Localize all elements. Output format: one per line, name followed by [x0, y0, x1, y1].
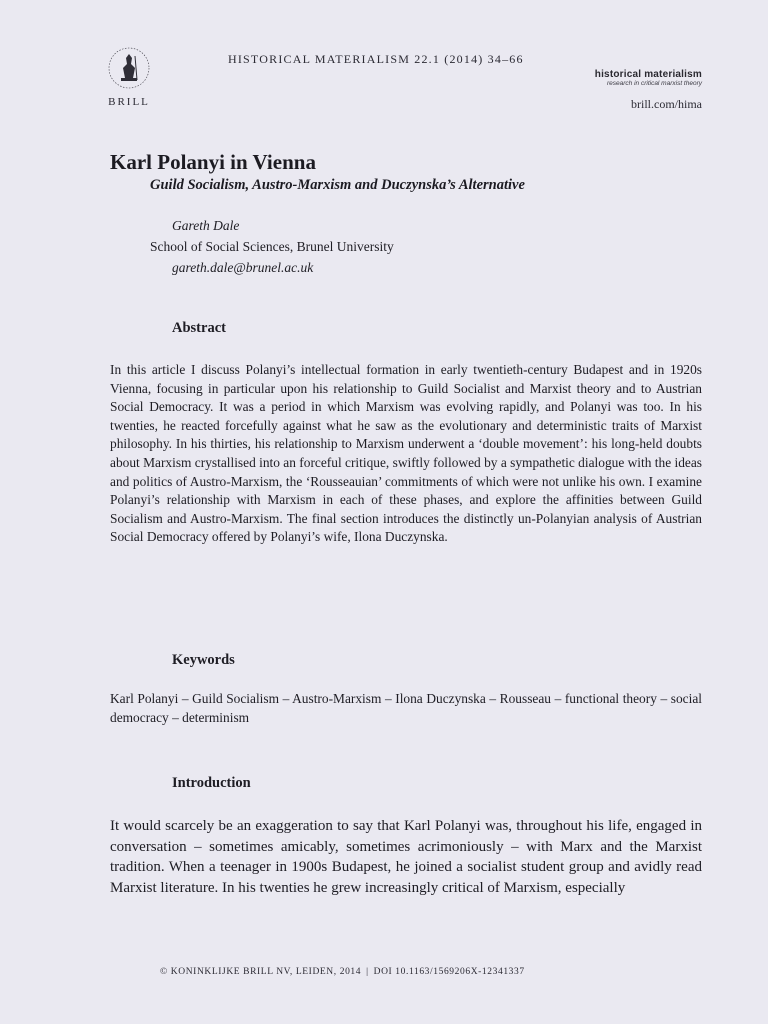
journal-url[interactable]: brill.com/hima: [631, 97, 702, 111]
author-affiliation: School of Social Sciences, Brunel University: [150, 239, 394, 254]
journal-brand-name: historical materialism: [594, 69, 702, 80]
pallas-emblem-icon: [105, 44, 153, 94]
author-email[interactable]: gareth.dale@brunel.ac.uk: [172, 260, 314, 275]
page-footer: [160, 967, 525, 977]
introduction-text: It would scarcely be an exaggeration to say that Karl Polanyi was, throughout his life, engaged in conversation – sometimes amicably, sometimes acrimoniously – with Marx and the Marxist tradition. When a teenager in 1900s Budapest, he joined a socialist student group and avidly read Marxist literature. In his twenties he grew increasingly critical of Marxism, especially: [110, 818, 702, 896]
introduction-heading: Introduction: [172, 775, 251, 791]
journal-brand: [595, 69, 702, 112]
journal-citation: HISTORICAL MATERIALISM 22.1 (2014) 34–66: [228, 52, 524, 66]
keywords-text: Karl Polanyi – Guild Socialism – Austro-Marxism – Ilona Duczynska – Rousseau – functional theory – social democracy – determinism: [110, 691, 702, 725]
abstract-heading: Abstract: [172, 320, 226, 336]
article-subtitle: Guild Socialism, Austro-Marxism and Duczynska’s Alternative: [150, 177, 525, 193]
brill-logo: [100, 44, 158, 108]
footer-separator: |: [366, 967, 369, 977]
publisher-name: BRILL: [108, 96, 150, 108]
abstract-text: In this article I discuss Polanyi’s intellectual formation in early twentieth-century Budapest and in 1920s Vienna, focusing in particular upon his relationship to Guild Socialist and Marxist theory and to Austrian Social Democracy. It was a period in which Marxism was evolving rapidly, and Polanyi was too. In his twenties, he reacted forcefully against what he saw as the evolutionary and deterministic traits of Marxist philosophy. In his thirties, his relationship to Marxism underwent a ‘double movement’: his long-held doubts about Marxism crystallised into an forceful critique, swiftly followed by a sympathetic dialogue with the ideas and politics of Austro-Marxism, the ‘Rousseauian’ commitments of which were not unlike his own. I examine Polanyi’s relationship with Marxism in each of these phases, and explore the affinities between Guild Socialism and Austro-Marxism. The final section introduces the distinctly un-Polanyian analysis of Austrian Social Democracy offered by Polanyi’s wife, Ilona Duczynska.: [110, 362, 703, 545]
author-name: Gareth Dale: [172, 218, 240, 233]
keywords-heading: Keywords: [172, 652, 235, 668]
article-title: Karl Polanyi in Vienna: [110, 150, 316, 174]
doi-reference[interactable]: DOI 10.1163/1569206X-12341337: [373, 967, 525, 977]
copyright-notice: © KONINKLIJKE BRILL NV, LEIDEN, 2014: [160, 967, 362, 977]
journal-brand-tagline: research in critical marxist theory: [607, 80, 702, 87]
